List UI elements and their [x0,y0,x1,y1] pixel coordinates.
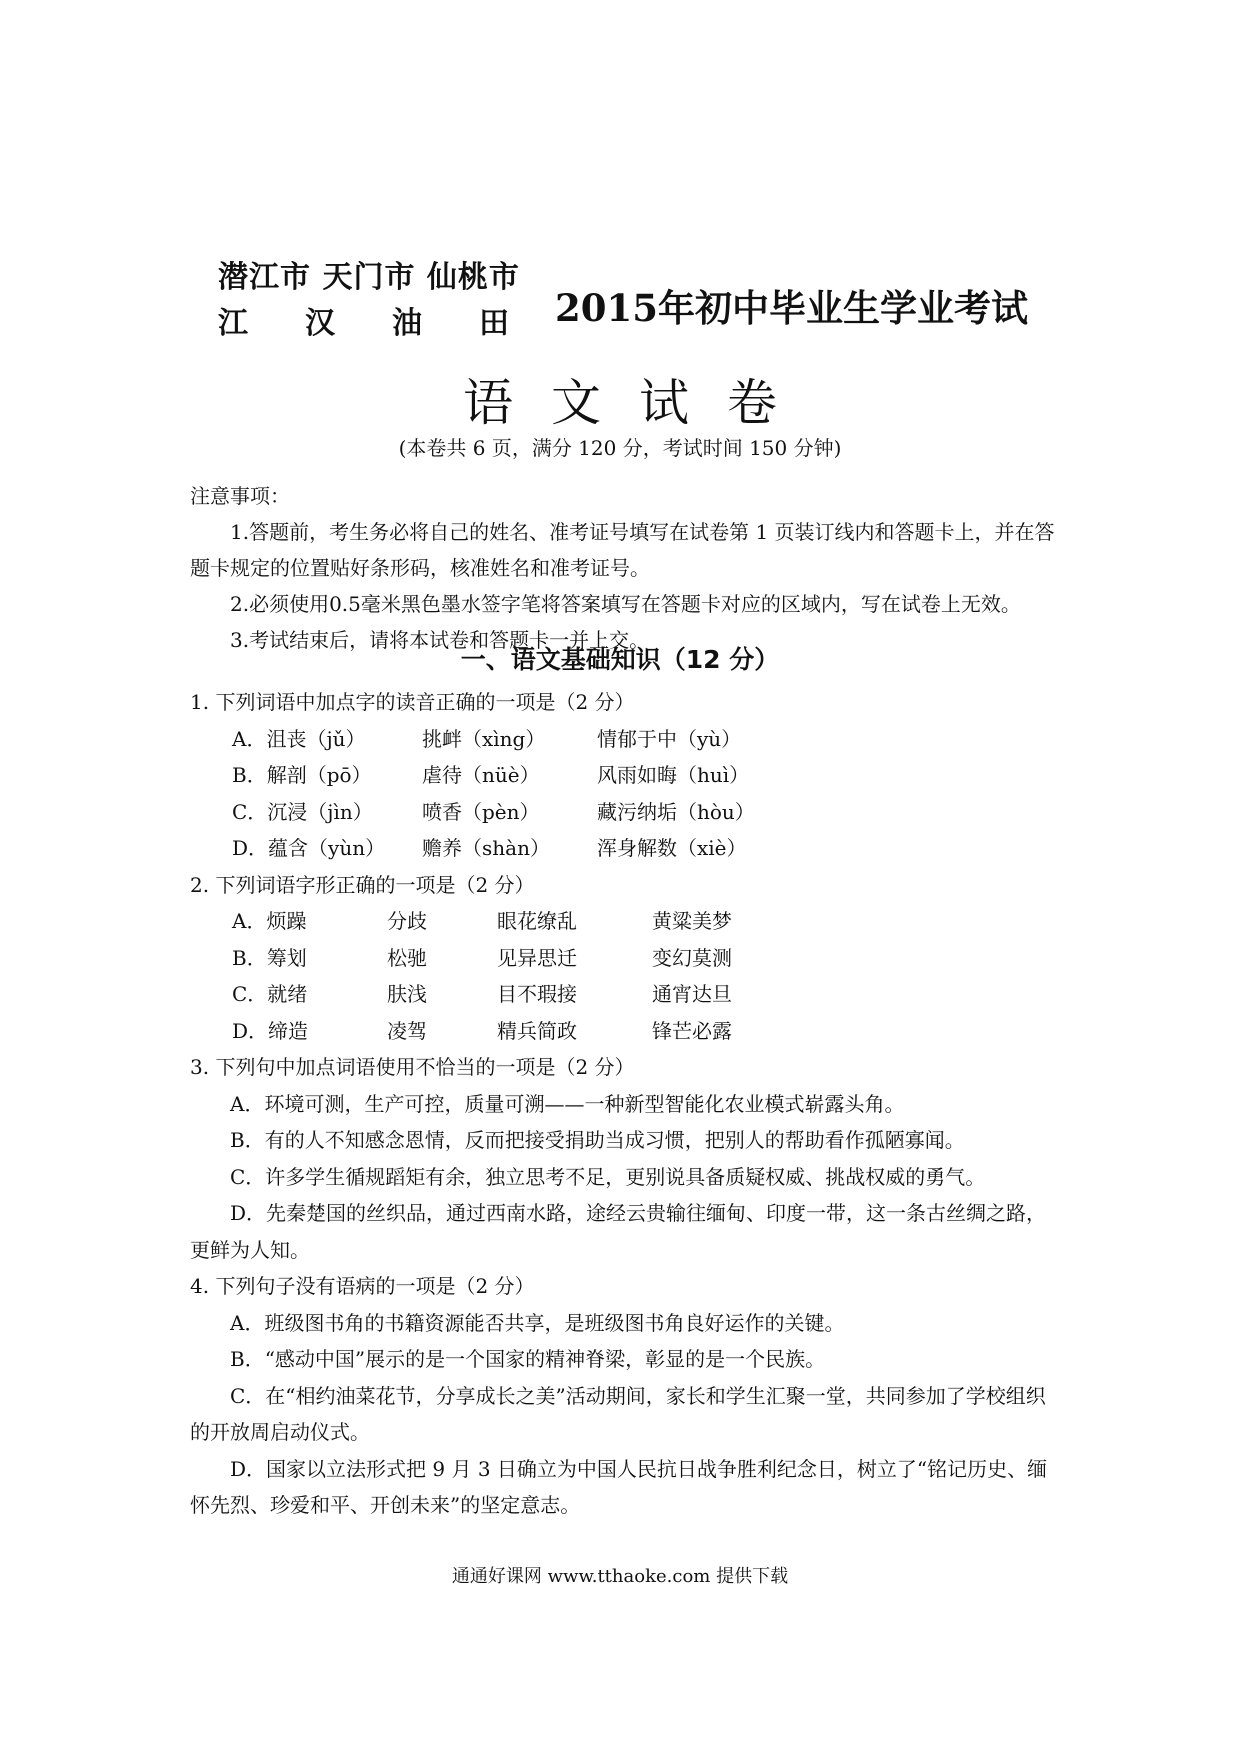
notes-heading: 注意事项： [190,484,290,508]
option-cell: A．烦躁 [232,909,307,933]
region-row-2 [218,301,510,347]
notes-section [190,478,1060,658]
question-2-stem: 2. 下列词语字形正确的一项是（2 分） [190,872,535,897]
region-char: 田 [479,306,510,341]
option-cell: 眼花缭乱 [497,909,577,933]
question-4-option-b: B．“感动中国”展示的是一个国家的精神脊梁，彰显的是一个民族。 [230,1347,826,1371]
option-cell: 挑衅（xìng） [422,726,546,751]
question-3-option-d: D．先秦楚国的丝织品，通过西南水路，途经云贵输往缅甸、印度一带，这一条古丝绸之路，更鲜为人知。 [190,1201,1047,1262]
option-cell: 虐待（nüè） [422,763,540,787]
note-item: 1.答题前，考生务必将自己的姓名、准考证号填写在试卷第 1 页装订线内和答题卡上，并在答题卡规定的位置贴好条形码，核准姓名和准考证号。 [190,520,1055,580]
option-cell: B．解剖（pō） [232,763,372,787]
option-cell: C．就绪 [232,982,308,1006]
question-4-stem: 4. 下列句子没有语病的一项是（2 分） [190,1274,535,1298]
option-cell: 藏污纳垢（hòu） [597,799,755,824]
question-4-option-c: C．在“相约油菜花节，分享成长之美”活动期间，家长和学生汇聚一堂，共同参加了学校组织的开放周启动仪式。 [190,1383,1046,1444]
option-cell: 情郁于中（yù） [597,726,742,751]
option-cell: 浑身解数（xiè） [597,836,747,860]
questions [190,684,1060,1524]
exam-title: 2015年初中毕业生学业考试 [555,286,1028,330]
region-names [218,255,518,347]
option-cell: 风雨如晦（huì） [597,763,750,787]
question-3-option-c: C．许多学生循规蹈矩有余，独立思考不足，更别说具备质疑权威、挑战权威的勇气。 [230,1164,986,1189]
option-cell: A．沮丧（jǔ） [232,726,366,751]
option-cell: 见异思迁 [497,945,577,970]
option-cell: 分歧 [387,909,427,933]
option-cell: 目不瑕接 [497,982,577,1006]
note-item: 3.考试结束后，请将本试卷和答题卡一并上交。 [230,628,650,652]
subject-title: 语文试卷 [463,374,815,432]
question-3-option-b: B．有的人不知感念恩情，反而把接受捐助当成习惯，把别人的帮助看作孤陋寡闻。 [230,1128,965,1152]
region-row-1: 潜江市 天门市 仙桃市 [218,260,520,295]
question-3-option-a: A．环境可测，生产可控，质量可溯——一种新型智能化农业模式崭露头角。 [230,1091,905,1116]
question-4-option-a: A．班级图书角的书籍资源能否共享，是班级图书角良好运作的关键。 [230,1310,845,1335]
note-item: 2.必须使用0.5毫米黑色墨水签字笔将答案填写在答题卡对应的区域内，写在试卷上无效。 [230,592,1021,616]
option-cell: 肤浅 [387,982,427,1006]
paper-info: (本卷共 6 页，满分 120 分，考试时间 150 分钟) [398,436,842,460]
option-cell: 锋芒必露 [652,1018,732,1043]
option-cell: C．沉浸（jìn） [232,799,373,824]
option-cell: 喷香（pèn） [422,799,540,824]
option-cell: 通宵达旦 [652,982,732,1006]
region-char: 油 [392,306,423,341]
question-1-options [190,721,1060,867]
option-cell: B．筹划 [232,945,307,970]
option-cell: 精兵简政 [497,1018,577,1043]
footer-source: 通通好课网 www.tthaoke.com 提供下载 [451,1566,789,1587]
option-cell: 赡养（shàn） [422,836,550,860]
region-char: 汉 [305,306,336,341]
option-cell: D．蕴含（yùn） [232,836,386,860]
question-3-stem: 3. 下列句中加点词语使用不恰当的一项是（2 分） [190,1055,635,1079]
option-cell: 变幻莫测 [652,945,732,970]
option-cell: 凌驾 [387,1018,427,1043]
option-cell: 黄粱美梦 [652,909,732,933]
section-title: 一、语文基础知识（12 分） [460,645,780,674]
option-cell: D．缔造 [232,1018,309,1043]
region-char: 江 [218,306,249,341]
option-cell: 松驰 [387,945,427,970]
question-4-option-d: D．国家以立法形式把 9 月 3 日确立为中国人民抗日战争胜利纪念日，树立了“铭记历史、缅怀先烈、珍爱和平、开创未来”的坚定意志。 [190,1456,1048,1517]
question-1-stem: 1. 下列词语中加点字的读音正确的一项是（2 分） [190,690,635,714]
question-2-options [190,903,1060,1049]
